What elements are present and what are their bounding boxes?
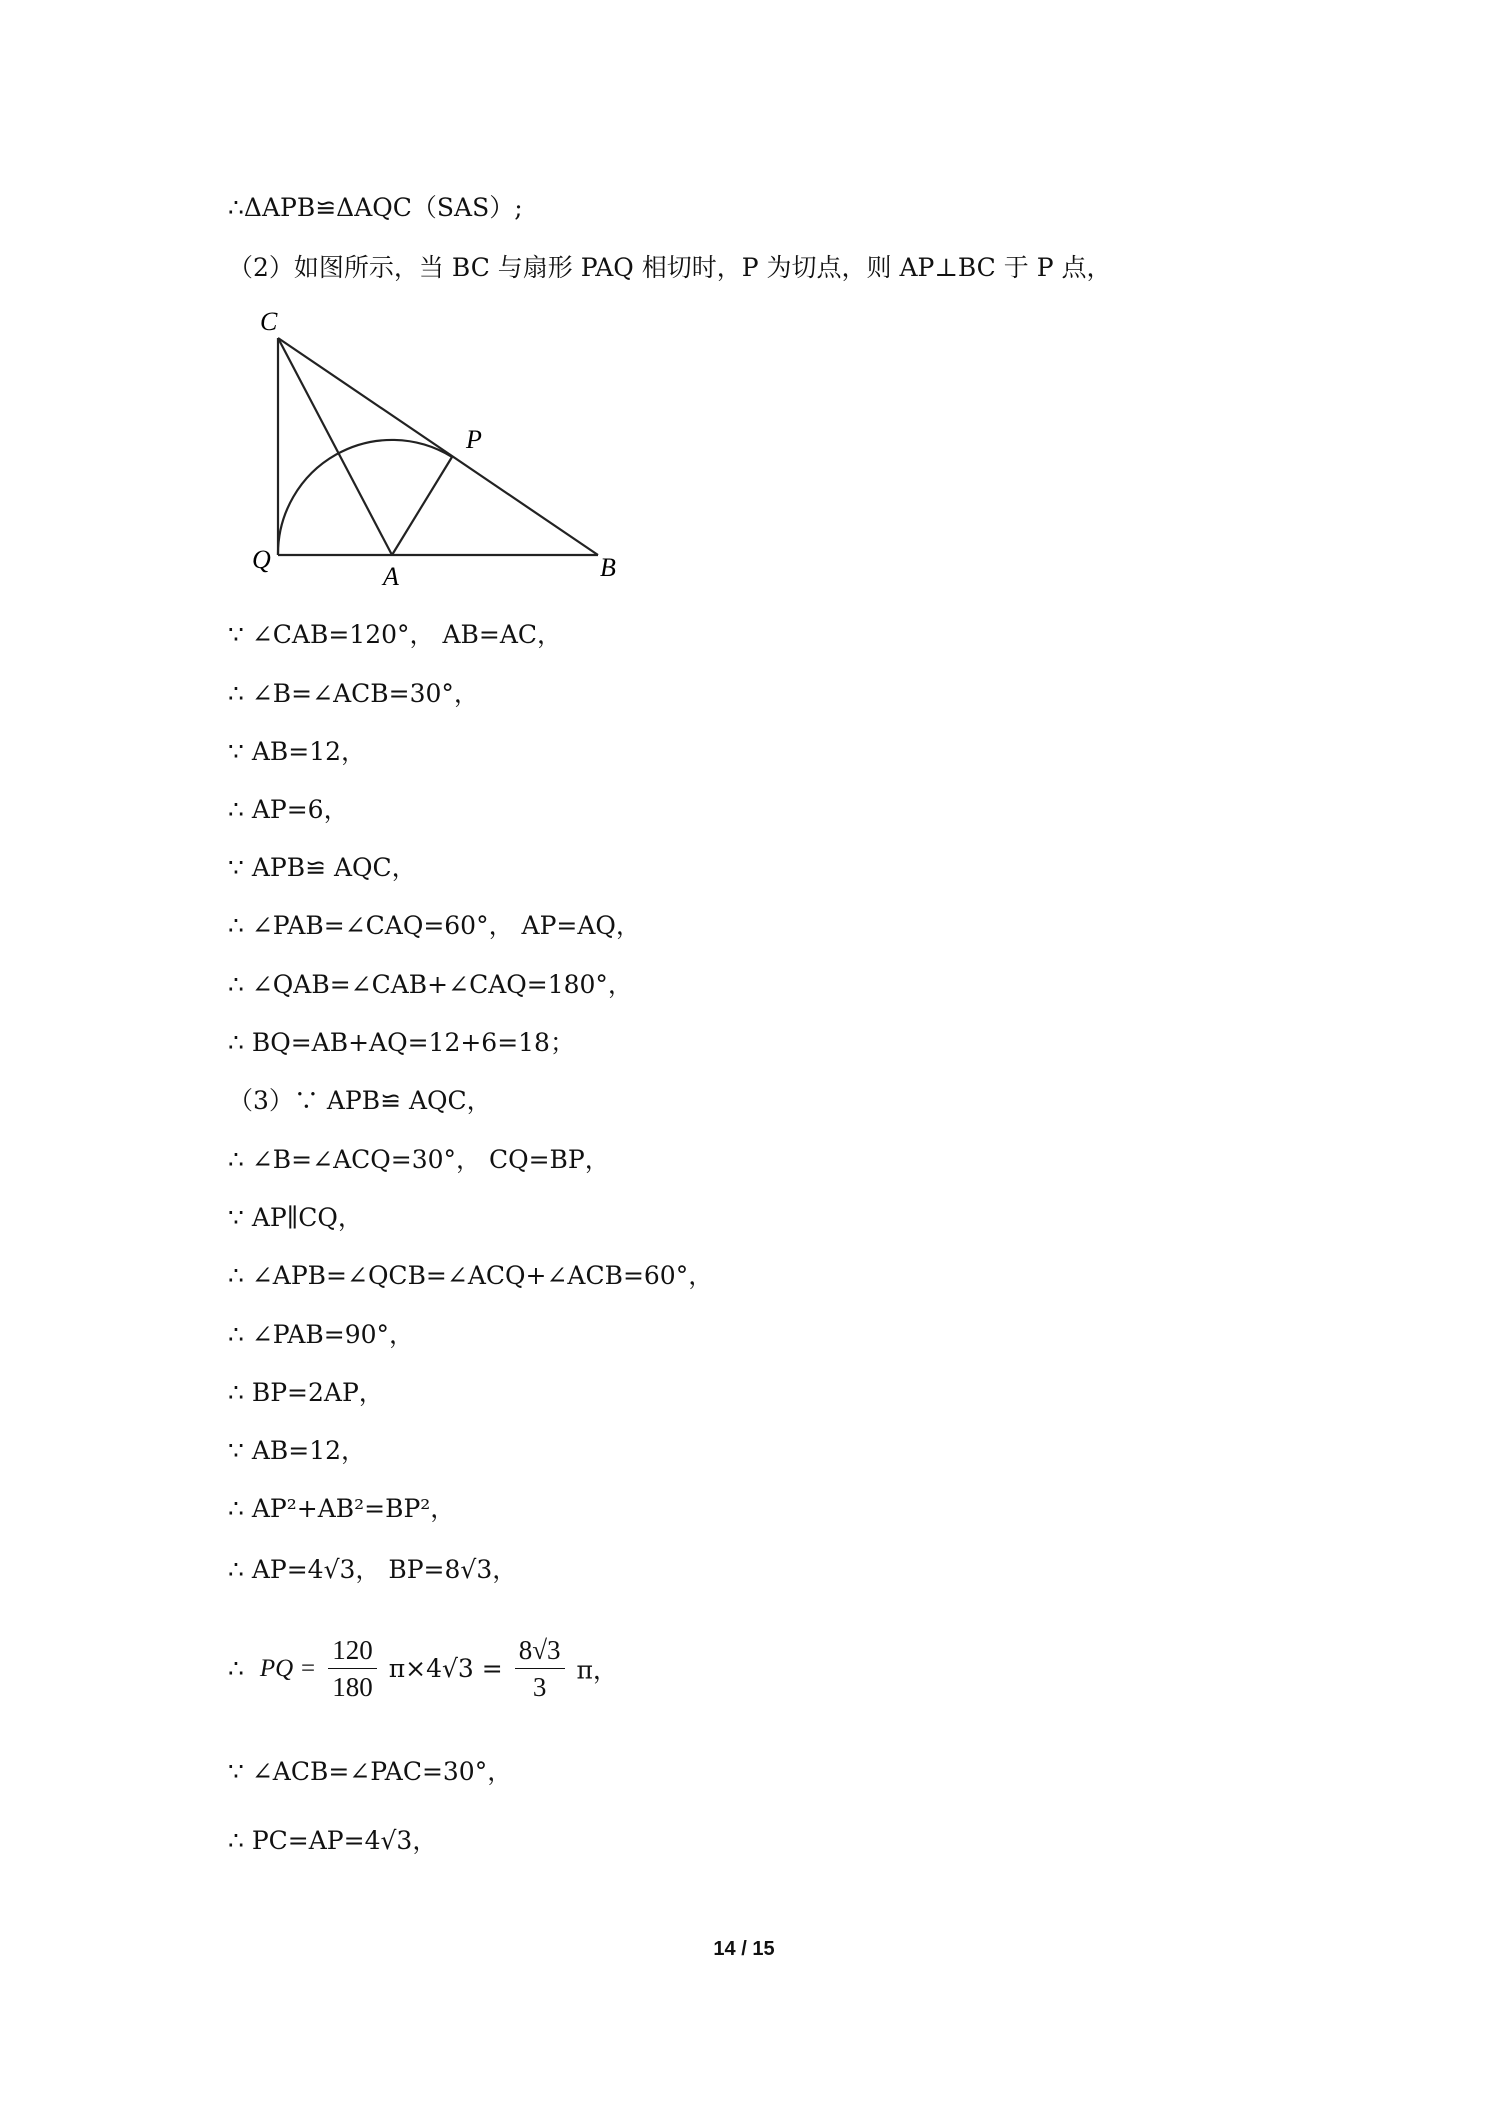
line-3: ∵ ∠CAB=120°， AB=AC， <box>228 620 563 649</box>
fraction-2 <box>515 1632 565 1705</box>
line-6: ∴ AP=6， <box>228 795 349 824</box>
label-Q: Q <box>252 545 271 574</box>
formula-suffix: π， <box>576 1655 618 1685</box>
line-5: ∵ AB=12， <box>228 737 367 766</box>
line-15: ∴ ∠PAB=90°， <box>228 1320 415 1349</box>
line-20: ∵ ∠ACB=∠PAC=30°， <box>228 1757 513 1786</box>
line-11: （3）∵ APB≌ AQC， <box>228 1086 492 1115</box>
formula-middle: π×4√3 = <box>388 1654 503 1683</box>
line-16: ∴ BP=2AP， <box>228 1378 384 1407</box>
line-12: ∴ ∠B=∠ACQ=30°， CQ=BP， <box>228 1145 610 1174</box>
line-1: ∴ΔAPB≌ΔAQC（SAS）; <box>228 193 523 222</box>
line-14: ∴ ∠APB=∠QCB=∠ACQ+∠ACB=60°， <box>228 1261 714 1290</box>
segment-CA <box>278 338 392 555</box>
label-P: P <box>466 425 482 454</box>
fraction-1 <box>328 1632 377 1705</box>
line-4: ∴ ∠B=∠ACB=30°， <box>228 679 479 708</box>
fraction-2-denominator: 3 <box>532 1672 547 1702</box>
geometry-figure <box>240 300 640 600</box>
line-18: ∴ AP²+AB²=BP²， <box>228 1494 456 1523</box>
formula-lhs: PQ = <box>259 1654 317 1682</box>
fraction-1-denominator: 180 <box>332 1672 373 1702</box>
line-17: ∵ AB=12， <box>228 1436 367 1465</box>
line-21: ∴ PC=AP=4√3， <box>228 1826 438 1855</box>
formula-pq <box>228 1632 618 1705</box>
formula-prefix: ∴ <box>228 1654 244 1683</box>
fraction-2-numerator: 8√3 <box>515 1632 565 1669</box>
fraction-1-numerator: 120 <box>328 1632 377 1669</box>
arc-PQ <box>278 440 452 555</box>
segment-AP <box>392 457 452 555</box>
label-C: C <box>260 307 278 336</box>
line-9: ∴ ∠QAB=∠CAB+∠CAQ=180°， <box>228 970 633 999</box>
line-13: ∵ AP∥CQ， <box>228 1203 363 1232</box>
line-2: （2）如图所示，当 BC 与扇形 PAQ 相切时，P 为切点，则 AP⊥BC 于 P 点， <box>228 253 1112 282</box>
line-7: ∵ APB≌ AQC， <box>228 853 417 882</box>
segment-CB <box>278 338 598 555</box>
page-number: 14 / 15 <box>713 1938 775 1960</box>
line-8: ∴ ∠PAB=∠CAQ=60°， AP=AQ， <box>228 911 641 940</box>
label-B: B <box>600 553 616 582</box>
line-19: ∴ AP=4√3， BP=8√3， <box>228 1555 518 1584</box>
line-10: ∴ BQ=AB+AQ=12+6=18； <box>228 1028 575 1057</box>
label-A: A <box>383 562 399 591</box>
